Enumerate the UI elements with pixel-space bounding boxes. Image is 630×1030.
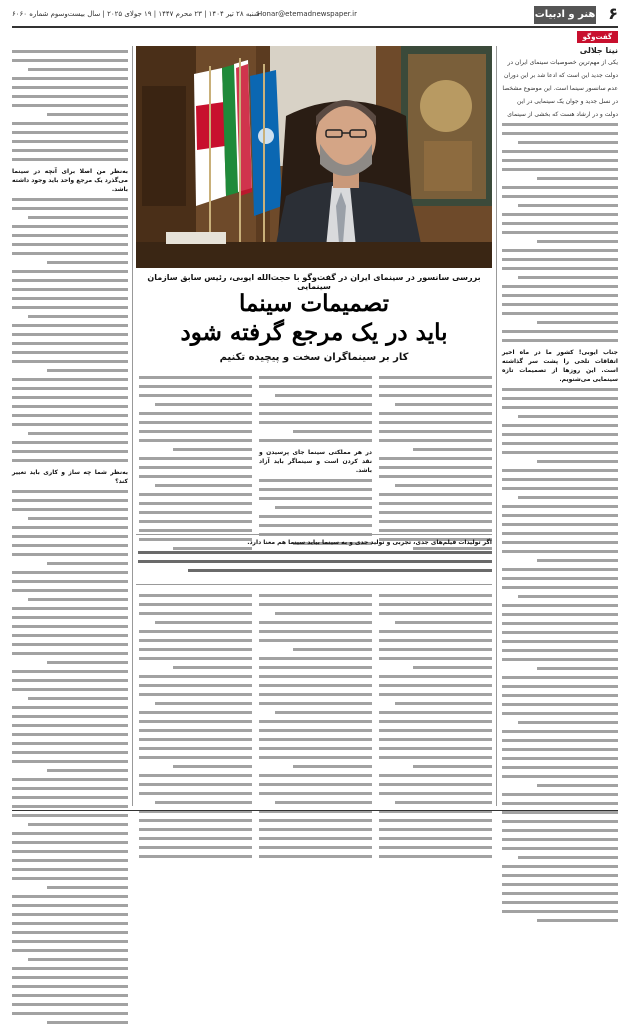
article-kicker: بررسی سانسور در سینمای ایران در گفت‌وگو با حجت‌الله ایوبی، رئیس سابق سازمان سینمایی xyxy=(147,273,481,291)
body-text-block xyxy=(502,388,618,922)
body-text-block xyxy=(502,123,618,342)
article-tag: گفت‌وگو xyxy=(577,31,618,43)
body-column xyxy=(259,590,372,864)
interview-question: به‌نظر شما چه ساز و کاری باید تغییر کند؟ xyxy=(12,469,128,485)
body-text-block xyxy=(12,198,128,462)
body-column xyxy=(139,590,252,864)
interview-photo xyxy=(136,46,492,268)
section-divider xyxy=(136,534,492,535)
column-divider xyxy=(132,46,133,806)
body-text-block xyxy=(259,479,372,545)
dateline: شنبه ۲۸ تیر ۱۴۰۴ | ۲۳ محرم ۱۴۴۷ | ۱۹ جولای ۲۰۲۵ | سال بیست‌وسوم شماره ۶۰۶۰ xyxy=(12,10,260,18)
body-text-block xyxy=(138,551,492,572)
section-title: هنر و ادبیات xyxy=(534,6,596,24)
article-subhead: کار بر سینماگران سخت و پیچیده تکنیم xyxy=(219,352,409,363)
headline-line-1: تصمیمات سینما xyxy=(238,290,389,317)
page-header xyxy=(12,6,618,28)
body-text-block xyxy=(379,376,492,550)
intro-line: یکی از مهم‌ترین خصوصیات سینمای ایران در xyxy=(507,59,618,66)
page-footer-rule xyxy=(12,810,618,811)
intro-line: دولت جدید این است که ادعا شد بر این دوران xyxy=(503,72,618,79)
intro-line: دولت و در ارشاد هست که بخشی از سینمای xyxy=(507,111,618,118)
interview-question: جناب ایوبی! کشور ما در ماه اخیر اتفاقات تلخی را پشت سر گذاشته است. این روزها از تصمیمات تازه سینمایی می‌شنویم. xyxy=(502,349,618,383)
right-column xyxy=(502,46,618,928)
left-column xyxy=(12,46,128,1030)
body-column xyxy=(259,372,372,551)
section-email[interactable]: Honar@etemadnewspaper.ir xyxy=(257,10,357,18)
body-column xyxy=(379,590,492,864)
highlight-quote: اگر تولیدات فیلم‌های جدی، تجربی و تولید جدی و به سینما بیاید سینما هم معنا دارد. xyxy=(247,539,492,546)
page-number: ۶ xyxy=(608,4,618,23)
body-column xyxy=(139,372,252,556)
body-text-block xyxy=(12,490,128,1024)
body-text-block xyxy=(139,376,252,550)
intro-line: عدم سانسور سینما است. این موضوع مشخصا xyxy=(502,85,618,92)
body-column xyxy=(379,372,492,556)
body-text-block xyxy=(379,594,492,858)
body-text-block xyxy=(12,50,128,161)
body-text-block xyxy=(259,594,372,858)
body-text-block xyxy=(139,594,252,858)
body-text-block xyxy=(259,376,372,442)
intro-line: در نسل جدید و جوان یک سینمایی در این xyxy=(517,98,618,105)
highlight-quote: در هر مملکتی سینما جای پرسیدن و نقد کردن است و سینماگر باید آزاد باشد. xyxy=(259,449,372,474)
section-divider xyxy=(136,584,492,585)
headline-line-2: باید در یک مرجع گرفته شود xyxy=(180,319,448,346)
highlight-quote: به‌نظر من اصلا برای آنچه در سینما می‌گذرد یک مرجع واحد باید وجود داشته باشد. xyxy=(12,168,128,193)
column-divider xyxy=(496,46,497,806)
pull-quote-box xyxy=(138,538,492,578)
author-byline: نینا جلالی xyxy=(579,46,618,55)
